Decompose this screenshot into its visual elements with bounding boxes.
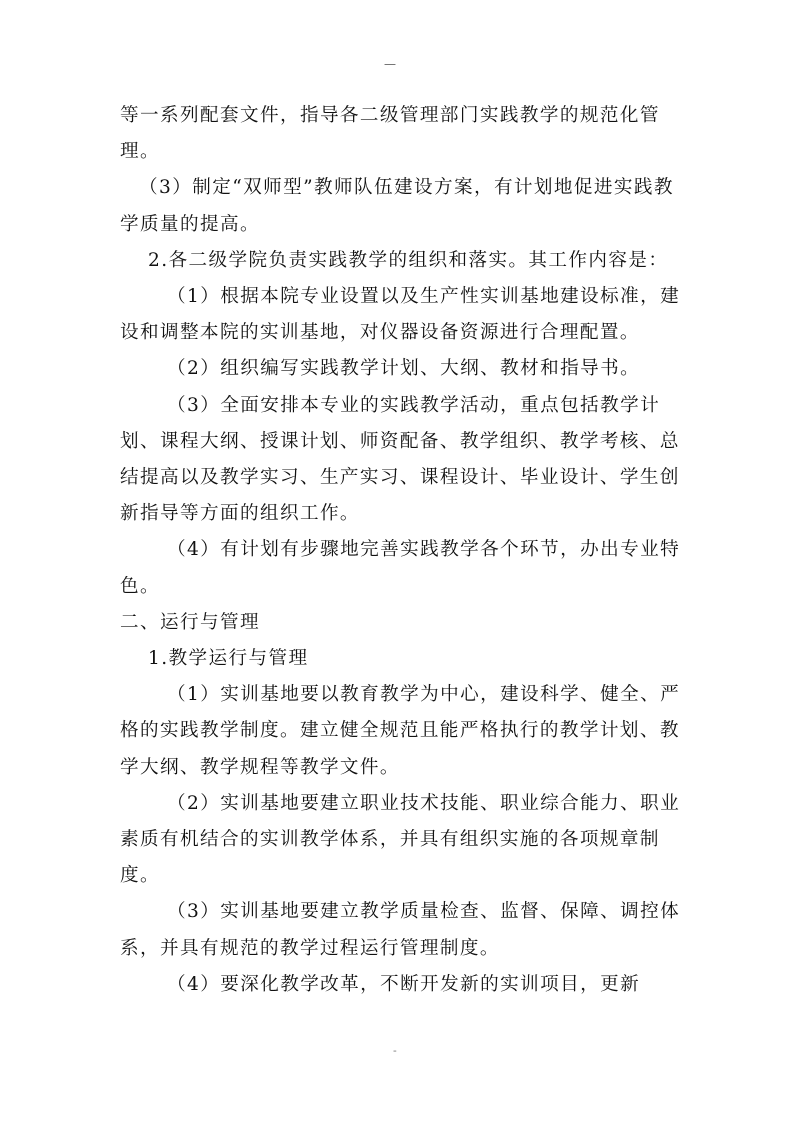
paragraph-continuation: 等一系列配套文件，指导各二级管理部门实践教学的规范化管理。 — [120, 105, 660, 163]
document-body — [120, 98, 690, 1003]
section-heading-operation: 二、运行与管理 — [120, 611, 260, 633]
page-header-mark: — — [384, 57, 396, 71]
paragraph-op-item-3: （3）实训基地要建立教学质量检查、监督、保障、调控体系，并具有规范的教学过程运行管理制度。 — [120, 901, 681, 959]
page-footer-mark: - — [393, 1044, 397, 1057]
paragraph-op-item-2: （2）实训基地要建立职业技术技能、职业综合能力、职业素质有机结合的实训教学体系，并具有组织实施的各项规章制度。 — [120, 792, 681, 887]
paragraph-op-item-1: （1）实训基地要以教育教学为中心，建设科学、健全、严格的实践教学制度。建立健全规范且能严格执行的教学计划、教学大纲、教学规程等教学文件。 — [120, 684, 681, 778]
paragraph-item-4-improve-links: （4）有计划有步骤地完善实践教学各个环节，办出专业特色。 — [120, 539, 681, 597]
paragraph-op-item-4: （4）要深化教学改革，不断开发新的实训项目，更新 — [167, 973, 641, 995]
subsection-heading-teaching-operation: 1.教学运行与管理 — [148, 648, 309, 670]
paragraph-item-3-arrange-activities: （3）全面安排本专业的实践教学活动，重点包括教学计划、课程大纲、授课计划、师资配备、教学组织、教学考核、总结提高以及教学实习、生产实习、课程设计、毕业设计、学生创新指导等方面的组织工作。 — [120, 394, 680, 525]
paragraph-item-3-dual-teacher: （3）制定“双师型”教师队伍建设方案，有计划地促进实践教学质量的提高。 — [120, 177, 674, 235]
paragraph-item-2-compile-plan: （2）组织编写实践教学计划、大纲、教材和指导书。 — [167, 358, 641, 380]
paragraph-item-1-base-setup: （1）根据本院专业设置以及生产性实训基地建设标准，建设和调整本院的实训基地，对仪器设备资源进行合理配置。 — [120, 286, 681, 344]
paragraph-section-2: 2.各二级学院负责实践教学的组织和落实。其工作内容是： — [148, 249, 669, 271]
